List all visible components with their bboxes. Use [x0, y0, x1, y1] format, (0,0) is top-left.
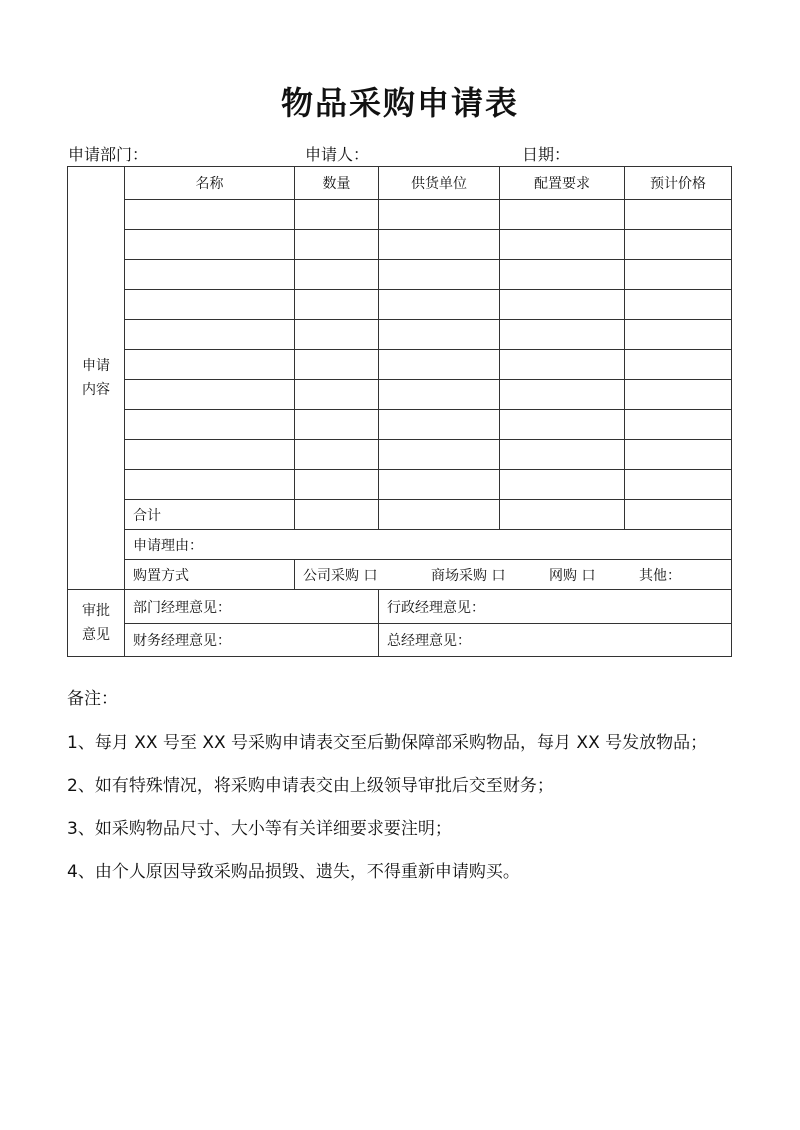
reason-field[interactable]: 申请理由： — [125, 530, 732, 560]
item-price-cell[interactable] — [625, 380, 732, 410]
section-approval-label — [68, 590, 125, 657]
item-supplier-cell[interactable] — [379, 350, 500, 380]
item-row — [68, 200, 732, 230]
purchase-options — [295, 560, 732, 590]
item-name-cell[interactable] — [125, 380, 295, 410]
item-price-cell[interactable] — [625, 440, 732, 470]
column-header-name: 名称 — [125, 167, 295, 200]
reason-row — [68, 530, 732, 560]
approval-row-1 — [68, 590, 732, 624]
item-supplier-cell[interactable] — [379, 200, 500, 230]
purchase-option-company[interactable]: 公司采购 口 — [303, 567, 378, 584]
item-row — [68, 380, 732, 410]
item-quantity-cell[interactable] — [295, 260, 379, 290]
item-config-cell[interactable] — [500, 470, 625, 500]
item-name-cell[interactable] — [125, 320, 295, 350]
section-application-line-1: 申请 — [82, 358, 110, 374]
date-label: 日期： — [522, 145, 571, 164]
purchase-option-mall[interactable]: 商场采购 口 — [431, 567, 506, 584]
applicant-label: 申请人： — [305, 145, 370, 164]
item-row — [68, 350, 732, 380]
total-quantity-cell[interactable] — [295, 500, 379, 530]
approval-row-2 — [68, 624, 732, 657]
notes-section — [67, 688, 747, 904]
item-config-cell[interactable] — [500, 410, 625, 440]
item-supplier-cell[interactable] — [379, 380, 500, 410]
item-name-cell[interactable] — [125, 440, 295, 470]
department-label: 申请部门： — [68, 145, 149, 164]
total-price-cell[interactable] — [625, 500, 732, 530]
item-name-cell[interactable] — [125, 200, 295, 230]
purchase-method-label: 购置方式 — [125, 560, 295, 590]
item-row — [68, 230, 732, 260]
item-row — [68, 410, 732, 440]
item-quantity-cell[interactable] — [295, 200, 379, 230]
column-header-row — [68, 167, 732, 200]
total-supplier-cell[interactable] — [379, 500, 500, 530]
item-price-cell[interactable] — [625, 410, 732, 440]
item-config-cell[interactable] — [500, 350, 625, 380]
admin-manager-opinion[interactable]: 行政经理意见： — [379, 590, 732, 624]
section-application-line-2: 内容 — [82, 382, 110, 398]
item-quantity-cell[interactable] — [295, 410, 379, 440]
item-row — [68, 440, 732, 470]
note-item-3: 3、如采购物品尺寸、大小等有关详细要求要注明； — [67, 819, 452, 839]
total-config-cell[interactable] — [500, 500, 625, 530]
item-quantity-cell[interactable] — [295, 350, 379, 380]
total-label: 合计 — [125, 500, 295, 530]
item-row — [68, 470, 732, 500]
dept-manager-opinion[interactable]: 部门经理意见： — [125, 590, 379, 624]
purchase-method-row — [68, 560, 732, 590]
item-price-cell[interactable] — [625, 470, 732, 500]
section-approval-line-2: 意见 — [82, 627, 110, 643]
note-item-4: 4、由个人原因导致采购品损毁、遗失，不得重新申请购买。 — [67, 862, 520, 882]
item-config-cell[interactable] — [500, 440, 625, 470]
form-title: 物品采购申请表 — [280, 84, 519, 122]
finance-manager-opinion[interactable]: 财务经理意见： — [125, 624, 379, 657]
note-item-1: 1、每月 XX 号至 XX 号采购申请表交至后勤保障部采购物品，每月 XX 号发放物品； — [67, 733, 708, 753]
item-config-cell[interactable] — [500, 260, 625, 290]
item-row — [68, 260, 732, 290]
column-header-config: 配置要求 — [500, 167, 625, 200]
item-quantity-cell[interactable] — [295, 380, 379, 410]
section-application-label — [68, 167, 125, 590]
column-header-quantity: 数量 — [295, 167, 379, 200]
purchase-request-table — [67, 166, 732, 657]
item-name-cell[interactable] — [125, 260, 295, 290]
item-name-cell[interactable] — [125, 290, 295, 320]
notes-heading: 备注： — [67, 689, 118, 709]
item-name-cell[interactable] — [125, 230, 295, 260]
item-config-cell[interactable] — [500, 200, 625, 230]
note-item-2: 2、如有特殊情况，将采购申请表交由上级领导审批后交至财务； — [67, 776, 554, 796]
item-config-cell[interactable] — [500, 290, 625, 320]
item-supplier-cell[interactable] — [379, 440, 500, 470]
item-quantity-cell[interactable] — [295, 290, 379, 320]
item-name-cell[interactable] — [125, 470, 295, 500]
column-header-price: 预计价格 — [625, 167, 732, 200]
item-price-cell[interactable] — [625, 350, 732, 380]
purchase-option-other[interactable]: 其他： — [639, 567, 681, 584]
item-supplier-cell[interactable] — [379, 290, 500, 320]
item-price-cell[interactable] — [625, 200, 732, 230]
general-manager-opinion[interactable]: 总经理意见： — [379, 624, 732, 657]
item-supplier-cell[interactable] — [379, 320, 500, 350]
item-row — [68, 290, 732, 320]
item-price-cell[interactable] — [625, 260, 732, 290]
total-row — [68, 500, 732, 530]
item-quantity-cell[interactable] — [295, 470, 379, 500]
item-config-cell[interactable] — [500, 230, 625, 260]
column-header-supplier: 供货单位 — [379, 167, 500, 200]
item-price-cell[interactable] — [625, 230, 732, 260]
item-quantity-cell[interactable] — [295, 320, 379, 350]
item-supplier-cell[interactable] — [379, 470, 500, 500]
item-config-cell[interactable] — [500, 380, 625, 410]
item-name-cell[interactable] — [125, 350, 295, 380]
item-quantity-cell[interactable] — [295, 230, 379, 260]
item-row — [68, 320, 732, 350]
item-supplier-cell[interactable] — [379, 410, 500, 440]
item-supplier-cell[interactable] — [379, 230, 500, 260]
item-quantity-cell[interactable] — [295, 440, 379, 470]
item-price-cell[interactable] — [625, 290, 732, 320]
section-approval-line-1: 审批 — [82, 603, 110, 619]
item-supplier-cell[interactable] — [379, 260, 500, 290]
item-name-cell[interactable] — [125, 410, 295, 440]
item-price-cell[interactable] — [625, 320, 732, 350]
item-config-cell[interactable] — [500, 320, 625, 350]
purchase-option-online[interactable]: 网购 口 — [549, 567, 596, 584]
